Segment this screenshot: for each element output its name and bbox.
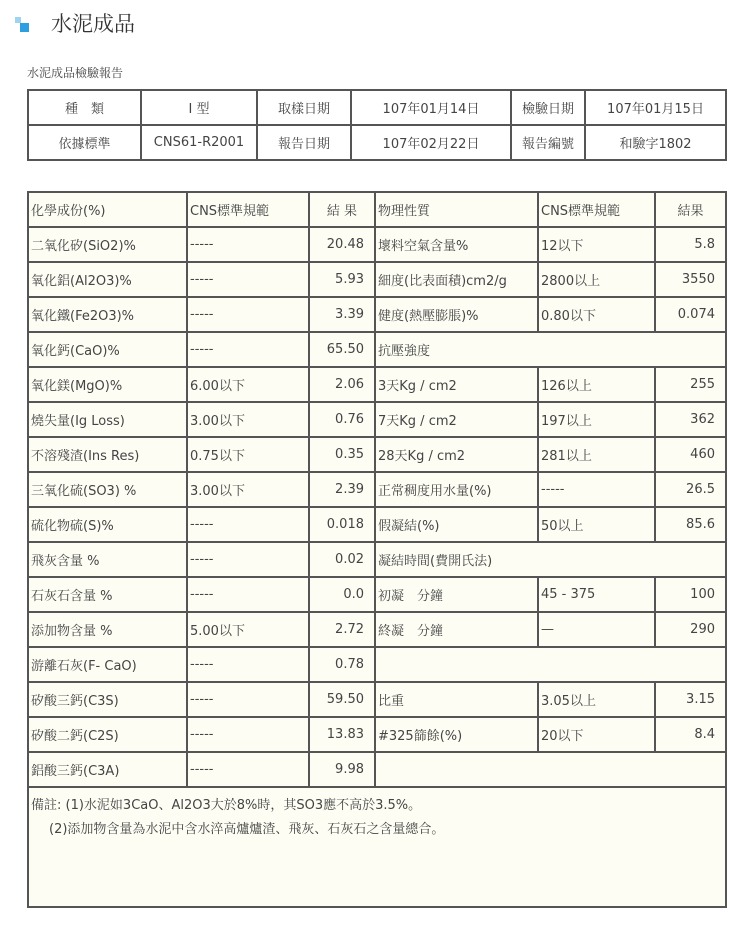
- info-row: [28, 90, 726, 125]
- remarks-row: [28, 787, 726, 907]
- info-label: 依據標準: [28, 125, 141, 160]
- report-title: 水泥成品檢驗報告: [27, 66, 124, 80]
- chem-item: 燒失量(Ig Loss): [28, 402, 187, 437]
- info-label: 檢驗日期: [511, 90, 585, 125]
- phys-item: 初凝 分鐘: [375, 577, 538, 612]
- header-row: [28, 192, 726, 227]
- phys-item: 終凝 分鐘: [375, 612, 538, 647]
- phys-spec: 12以下: [538, 227, 655, 262]
- chem-item: 矽酸二鈣(C2S): [28, 717, 187, 752]
- phys-spec: 3.05以上: [538, 682, 655, 717]
- info-value: 和驗字1802: [585, 125, 726, 160]
- chem-spec: 3.00以下: [187, 472, 309, 507]
- table-row: [28, 297, 726, 332]
- chem-spec: -----: [187, 542, 309, 577]
- info-label: 報告日期: [257, 125, 351, 160]
- chem-item: 飛灰含量 %: [28, 542, 187, 577]
- phys-section: 抗壓強度: [375, 332, 726, 367]
- chem-spec: -----: [187, 262, 309, 297]
- info-value: I 型: [141, 90, 257, 125]
- phys-spec: 20以下: [538, 717, 655, 752]
- chem-spec: -----: [187, 227, 309, 262]
- table-row: [28, 402, 726, 437]
- chem-spec: 3.00以下: [187, 402, 309, 437]
- column-header: CNS標準規範: [187, 192, 309, 227]
- table-row: [28, 367, 726, 402]
- page-title: [15, 8, 135, 38]
- report-info-table: [27, 89, 727, 161]
- column-header: 結果: [655, 192, 726, 227]
- phys-item: 正常稠度用水量(%): [375, 472, 538, 507]
- chem-item: 鋁酸三鈣(C3A): [28, 752, 187, 787]
- phys-item: 7天Kg / cm2: [375, 402, 538, 437]
- phys-result: 255: [655, 367, 726, 402]
- info-label: 取樣日期: [257, 90, 351, 125]
- remark-line: (2)添加物含量為水泥中含水淬高爐爐渣、飛灰、石灰石之含量總合。: [49, 822, 445, 837]
- table-row: [28, 227, 726, 262]
- chem-spec: -----: [187, 577, 309, 612]
- phys-result: 8.4: [655, 717, 726, 752]
- phys-spec: 281以上: [538, 437, 655, 472]
- chem-result: 3.39: [309, 297, 375, 332]
- phys-result: 0.074: [655, 297, 726, 332]
- phys-result: 5.8: [655, 227, 726, 262]
- table-row: [28, 682, 726, 717]
- phys-item: 健度(熱壓膨脹)%: [375, 297, 538, 332]
- chem-result: 59.50: [309, 682, 375, 717]
- table-row: [28, 752, 726, 787]
- table-row: [28, 332, 726, 367]
- chem-result: 5.93: [309, 262, 375, 297]
- chem-result: 20.48: [309, 227, 375, 262]
- phys-item: 細度(比表面積)cm2/g: [375, 262, 538, 297]
- bullet-icon: [15, 13, 35, 33]
- remarks: [28, 787, 726, 907]
- chem-result: 13.83: [309, 717, 375, 752]
- chem-item: 添加物含量 %: [28, 612, 187, 647]
- phys-item: 28天Kg / cm2: [375, 437, 538, 472]
- remark-line: 備註: (1)水泥如3CaO、Al2O3大於8%時，其SO3應不高於3.5%。: [31, 798, 422, 813]
- chem-item: 不溶殘渣(Ins Res): [28, 437, 187, 472]
- info-value: CNS61-R2001: [141, 125, 257, 160]
- phys-spec: -----: [538, 472, 655, 507]
- phys-spec: —: [538, 612, 655, 647]
- chem-spec: -----: [187, 717, 309, 752]
- chem-result: 0.02: [309, 542, 375, 577]
- phys-spec: 0.80以下: [538, 297, 655, 332]
- phys-spec: 2800以上: [538, 262, 655, 297]
- chem-spec: -----: [187, 297, 309, 332]
- chem-spec: 0.75以下: [187, 437, 309, 472]
- phys-result: 100: [655, 577, 726, 612]
- phys-result: 26.5: [655, 472, 726, 507]
- chem-spec: 5.00以下: [187, 612, 309, 647]
- chem-spec: -----: [187, 507, 309, 542]
- phys-spec: 50以上: [538, 507, 655, 542]
- phys-spec: 126以上: [538, 367, 655, 402]
- chem-item: 石灰石含量 %: [28, 577, 187, 612]
- phys-spec: 197以上: [538, 402, 655, 437]
- column-header: CNS標準規範: [538, 192, 655, 227]
- chem-result: 2.06: [309, 367, 375, 402]
- chem-item: 氧化鎂(MgO)%: [28, 367, 187, 402]
- chem-result: 65.50: [309, 332, 375, 367]
- phys-result: 290: [655, 612, 726, 647]
- column-header: 結 果: [309, 192, 375, 227]
- chem-spec: -----: [187, 647, 309, 682]
- chem-item: 游離石灰(F- CaO): [28, 647, 187, 682]
- phys-spec: 45 - 375: [538, 577, 655, 612]
- page-title-text: 水泥成品: [51, 12, 135, 36]
- info-value: 107年02月22日: [351, 125, 511, 160]
- info-label: 報告編號: [511, 125, 585, 160]
- phys-item: 假凝結(%): [375, 507, 538, 542]
- phys-result: 3.15: [655, 682, 726, 717]
- chem-result: 0.0: [309, 577, 375, 612]
- table-row: [28, 437, 726, 472]
- table-row: [28, 717, 726, 752]
- chem-item: 矽酸三鈣(C3S): [28, 682, 187, 717]
- chem-spec: -----: [187, 332, 309, 367]
- chem-result: 2.72: [309, 612, 375, 647]
- phys-section: [375, 752, 726, 787]
- table-row: [28, 577, 726, 612]
- chem-result: 2.39: [309, 472, 375, 507]
- info-value: 107年01月14日: [351, 90, 511, 125]
- chem-result: 0.018: [309, 507, 375, 542]
- phys-item: #325篩餘(%): [375, 717, 538, 752]
- phys-item: 比重: [375, 682, 538, 717]
- chem-spec: -----: [187, 682, 309, 717]
- chem-item: 三氧化硫(SO3) %: [28, 472, 187, 507]
- phys-result: 3550: [655, 262, 726, 297]
- phys-result: 362: [655, 402, 726, 437]
- column-header: 化學成份(%): [28, 192, 187, 227]
- table-row: [28, 472, 726, 507]
- info-value: 107年01月15日: [585, 90, 726, 125]
- column-header: 物理性質: [375, 192, 538, 227]
- chem-item: 二氧化矽(SiO2)%: [28, 227, 187, 262]
- chem-item: 硫化物硫(S)%: [28, 507, 187, 542]
- table-row: [28, 612, 726, 647]
- chem-spec: 6.00以下: [187, 367, 309, 402]
- chem-item: 氧化鋁(Al2O3)%: [28, 262, 187, 297]
- info-label: 種 類: [28, 90, 141, 125]
- phys-section: 凝結時間(費開氏法): [375, 542, 726, 577]
- info-row: [28, 125, 726, 160]
- phys-item: 壞料空氣含量%: [375, 227, 538, 262]
- chem-result: 9.98: [309, 752, 375, 787]
- chem-result: 0.76: [309, 402, 375, 437]
- test-results-table: [27, 191, 727, 908]
- chem-result: 0.78: [309, 647, 375, 682]
- chem-spec: -----: [187, 752, 309, 787]
- phys-item: 3天Kg / cm2: [375, 367, 538, 402]
- chem-result: 0.35: [309, 437, 375, 472]
- table-row: [28, 542, 726, 577]
- phys-section: [375, 647, 726, 682]
- phys-result: 85.6: [655, 507, 726, 542]
- phys-result: 460: [655, 437, 726, 472]
- table-row: [28, 262, 726, 297]
- chem-item: 氧化鐵(Fe2O3)%: [28, 297, 187, 332]
- table-row: [28, 507, 726, 542]
- chem-item: 氧化鈣(CaO)%: [28, 332, 187, 367]
- table-row: [28, 647, 726, 682]
